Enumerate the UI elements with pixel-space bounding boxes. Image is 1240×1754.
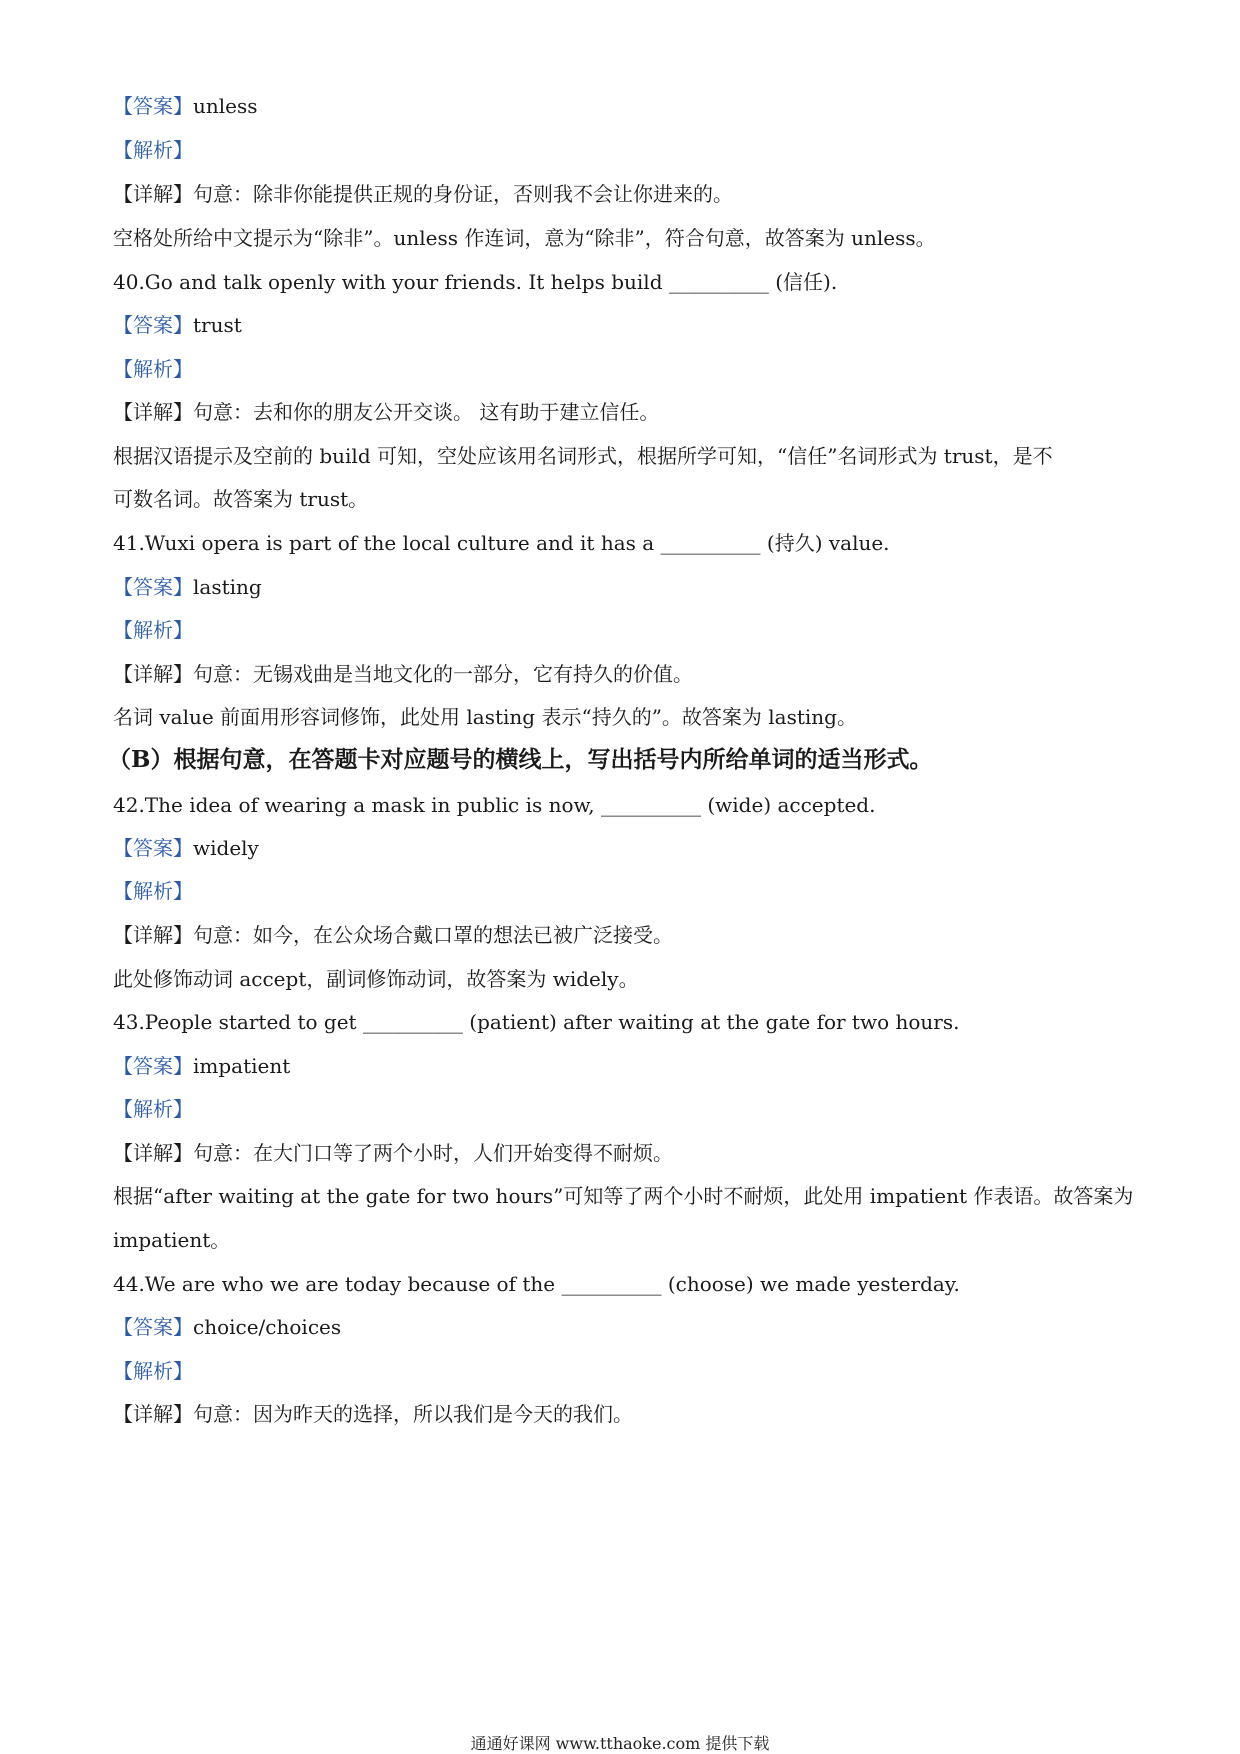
- detail-text: 句意：在大门口等了两个小时，人们开始变得不耐烦。: [193, 1141, 673, 1165]
- answer-line-41: [113, 573, 262, 601]
- detail-tag: 【详解】: [113, 1141, 193, 1165]
- detail-tag: 【详解】: [113, 923, 193, 947]
- explain-line-39: 空格处所给中文提示为“除非”。unless 作连词，意为“除非”，符合句意，故答案为 unless。: [113, 226, 936, 250]
- detail-text: 句意：去和你的朋友公开交谈。 这有助于建立信任。: [193, 400, 660, 424]
- question-44: 44.We are who we are today because of the __________ (choose) we made yesterday.: [113, 1272, 960, 1296]
- answer-text: widely: [193, 836, 259, 860]
- answer-tag: 【答案】: [113, 836, 193, 860]
- answer-tag: 【答案】: [113, 313, 193, 337]
- answer-line-44: [113, 1313, 341, 1341]
- analysis-line-42: [113, 877, 193, 905]
- explain-line-40b: 可数名词。故答案为 trust。: [113, 487, 369, 511]
- answer-tag: 【答案】: [113, 575, 193, 599]
- detail-line-39: [113, 180, 733, 208]
- detail-line-41: [113, 660, 693, 688]
- answer-tag: 【答案】: [113, 94, 193, 118]
- question-40: 40.Go and talk openly with your friends. It helps build __________ (信任).: [113, 270, 838, 294]
- detail-line-44: [113, 1400, 633, 1428]
- question-41: 41.Wuxi opera is part of the local culture and it has a __________ (持久) value.: [113, 531, 890, 555]
- answer-line-42: [113, 834, 259, 862]
- detail-line-40: [113, 398, 659, 426]
- detail-tag: 【详解】: [113, 1402, 193, 1426]
- detail-text: 句意：如今，在公众场合戴口罩的想法已被广泛接受。: [193, 923, 673, 947]
- analysis-tag: 【解析】: [113, 879, 193, 903]
- answer-line-39: [113, 92, 258, 120]
- detail-text: 句意：无锡戏曲是当地文化的一部分，它有持久的价值。: [193, 662, 693, 686]
- analysis-line-39: [113, 136, 193, 164]
- answer-text: unless: [193, 94, 258, 118]
- analysis-line-43: [113, 1095, 193, 1123]
- detail-tag: 【详解】: [113, 400, 193, 424]
- answer-tag: 【答案】: [113, 1054, 193, 1078]
- analysis-tag: 【解析】: [113, 357, 193, 381]
- detail-text: 句意：因为昨天的选择，所以我们是今天的我们。: [193, 1402, 633, 1426]
- answer-text: lasting: [193, 575, 262, 599]
- explain-line-40a: 根据汉语提示及空前的 build 可知，空处应该用名词形式，根据所学可知，“信任”名词形式为 trust，是不: [113, 444, 1053, 468]
- detail-line-43: [113, 1139, 673, 1167]
- question-42: 42.The idea of wearing a mask in public is now, __________ (wide) accepted.: [113, 793, 876, 817]
- analysis-tag: 【解析】: [113, 618, 193, 642]
- detail-text: 句意：除非你能提供正规的身份证，否则我不会让你进来的。: [193, 182, 733, 206]
- detail-line-42: [113, 921, 673, 949]
- analysis-tag: 【解析】: [113, 138, 193, 162]
- answer-text: choice/choices: [193, 1315, 342, 1339]
- section-b-heading: （B）根据句意，在答题卡对应题号的横线上，写出括号内所给单词的适当形式。: [108, 746, 933, 773]
- answer-line-40: [113, 311, 242, 339]
- detail-tag: 【详解】: [113, 182, 193, 206]
- analysis-tag: 【解析】: [113, 1097, 193, 1121]
- detail-tag: 【详解】: [113, 662, 193, 686]
- analysis-tag: 【解析】: [113, 1359, 193, 1383]
- answer-tag: 【答案】: [113, 1315, 193, 1339]
- explain-line-41: 名词 value 前面用形容词修饰，此处用 lasting 表示“持久的”。故答案为 lasting。: [113, 705, 857, 729]
- analysis-line-44: [113, 1357, 193, 1385]
- answer-text: impatient: [193, 1054, 291, 1078]
- question-43: 43.People started to get __________ (patient) after waiting at the gate for two hours.: [113, 1010, 960, 1034]
- explain-line-42: 此处修饰动词 accept，副词修饰动词，故答案为 widely。: [113, 967, 639, 991]
- analysis-line-40: [113, 355, 193, 383]
- explain-line-43b: impatient。: [113, 1228, 231, 1252]
- answer-line-43: [113, 1052, 290, 1080]
- analysis-line-41: [113, 616, 193, 644]
- explain-line-43a: 根据“after waiting at the gate for two hours”可知等了两个小时不耐烦，此处用 impatient 作表语。故答案为: [113, 1184, 1134, 1208]
- page-footer: 通通好课网 www.tthaoke.com 提供下载: [470, 1734, 770, 1753]
- answer-text: trust: [193, 313, 242, 337]
